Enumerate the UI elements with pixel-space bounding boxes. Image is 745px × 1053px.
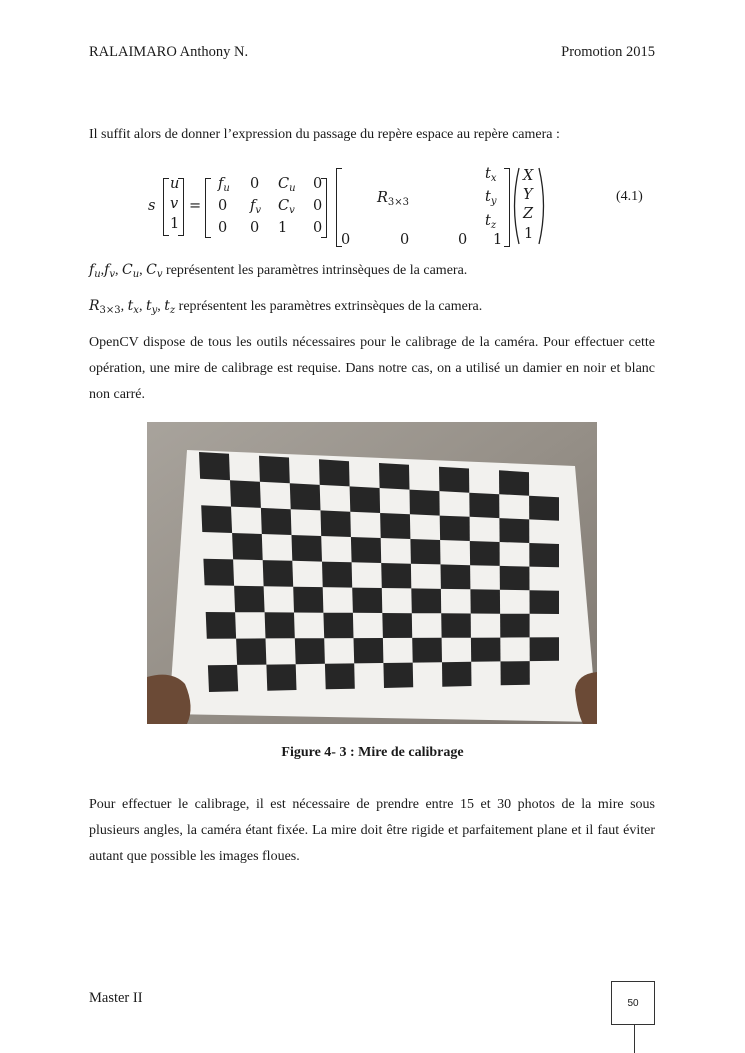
bracket-left [163, 178, 169, 236]
homogeneous-cell: 0 [400, 232, 410, 248]
sym-sub: v [109, 269, 115, 280]
checker-square [350, 486, 381, 513]
sym-base: C [146, 262, 157, 278]
figure-caption: Figure 4- 3 : Mire de calibrage [281, 745, 464, 760]
intro-paragraph: Il suffit alors de donner l’expression du passage du repère espace au repère camera : [89, 127, 560, 142]
separator: , [139, 263, 147, 278]
world-y: Y [523, 187, 533, 203]
checker-square [354, 638, 384, 663]
intrinsic-cell [278, 198, 295, 216]
intrinsic-symbol [104, 262, 115, 278]
sym-base: t [145, 298, 152, 314]
intrinsic-cell [313, 198, 322, 214]
intrinsic-symbol [146, 262, 162, 278]
cell-subscript: v [289, 205, 295, 216]
page-divider [634, 1024, 635, 1053]
checker-square [439, 467, 469, 493]
sym-base: R [89, 298, 100, 314]
checker-square [290, 483, 321, 510]
calibration-paragraph: Pour effectuer le calibrage, il est nécessaire de prendre entre 15 et 30 photos de la mire sous plusieurs angles, la caméra étant fixée. La mire doit être rigide et parfaitement plane et il faut éviter autant que possible les images floues. [89, 797, 655, 864]
checker-square [352, 588, 382, 613]
sym-base: f [89, 262, 95, 278]
sym-sub: 3×3 [99, 305, 121, 316]
sym-sub: u [132, 269, 140, 280]
checker-square [410, 490, 440, 516]
checker-square [208, 665, 238, 692]
sym-sub: x [133, 305, 139, 316]
checker-square [203, 559, 234, 586]
checker-square [440, 516, 470, 541]
checker-square [351, 537, 381, 563]
checker-square [441, 613, 471, 638]
page-number-box [611, 981, 655, 1025]
extrinsic-symbol [128, 298, 139, 314]
checker-square [469, 493, 499, 518]
cell-value: f [218, 176, 224, 192]
description-text: représentent les paramètres extrinsèques de la camera. [175, 299, 483, 314]
homogeneous-cell: 1 [493, 232, 503, 248]
intrinsic-cell [250, 220, 259, 236]
intrinsic-cell [250, 198, 261, 216]
translation-component [485, 166, 496, 184]
world-x: X [523, 168, 534, 184]
separator: , [114, 263, 122, 278]
checker-square [319, 459, 350, 486]
cell-value: C [278, 198, 290, 214]
checker-square [323, 613, 353, 639]
sym-sub: z [490, 220, 497, 231]
checker-square [500, 566, 530, 590]
calibration-pattern-photo [147, 422, 597, 724]
cell-value: f [250, 198, 256, 214]
checker-square [379, 463, 410, 490]
checker-square [499, 518, 529, 543]
translation-component [485, 189, 496, 207]
sym-sub: y [490, 196, 497, 207]
intrinsic-cell [313, 176, 322, 192]
cell-value: 0 [250, 176, 260, 192]
checker-square [266, 664, 296, 691]
equation-number: (4.1) [616, 189, 643, 204]
checker-square [381, 563, 411, 588]
rotation-base: R [377, 190, 388, 206]
rotation-matrix [377, 190, 409, 208]
sym-base: t [485, 189, 491, 205]
cell-value: 0 [218, 220, 228, 236]
sym-sub: y [151, 305, 158, 316]
extrinsic-symbol [89, 298, 121, 314]
checker-square [470, 589, 500, 613]
cell-value: 0 [313, 220, 323, 236]
sym-base: C [121, 262, 133, 278]
cell-value: 0 [313, 176, 323, 192]
intrinsic-cell [278, 176, 296, 194]
checker-square [411, 588, 441, 613]
checker-square [530, 637, 559, 661]
checker-square [199, 452, 230, 480]
rotation-size: 3×3 [387, 197, 410, 208]
checker-square [500, 614, 529, 638]
bracket-right [178, 178, 184, 236]
intrinsic-cell [218, 198, 227, 214]
description-text: représentent les paramètres intrinsèques de la camera. [162, 263, 468, 278]
checker-square [470, 541, 500, 566]
bracket-left [205, 178, 211, 238]
checker-square [261, 508, 292, 535]
lhs-u: u [170, 176, 180, 192]
equals-sign: = [189, 198, 202, 214]
cell-value: 0 [250, 220, 260, 236]
checker-square [410, 539, 440, 564]
header-promotion: Promotion 2015 [561, 44, 655, 60]
intrinsic-cell [218, 220, 227, 236]
translation-component [485, 213, 496, 231]
checker-square [530, 590, 560, 614]
checker-square [265, 612, 295, 638]
checker-square [471, 638, 501, 662]
sym-sub: z [169, 305, 176, 316]
intrinsic-description [89, 257, 655, 288]
checker-square [232, 533, 263, 560]
separator: , [157, 299, 165, 314]
extrinsic-symbol [164, 298, 175, 314]
separator: , [100, 263, 105, 278]
sym-sub: v [156, 269, 163, 280]
intrinsic-symbol [89, 262, 101, 278]
checker-square [441, 564, 471, 589]
checker-square [201, 505, 232, 533]
checker-square [501, 661, 530, 685]
cell-subscript: u [223, 183, 230, 194]
sym-base: f [104, 262, 110, 278]
sym-base: t [485, 166, 491, 182]
sym-base: t [164, 298, 170, 314]
sym-base: t [127, 298, 134, 314]
cell-value: 0 [218, 198, 228, 214]
checker-square [380, 513, 410, 539]
equation-4-1 [0, 0, 745, 260]
checker-square [236, 638, 266, 665]
intrinsic-cell [250, 176, 259, 192]
checker-square [529, 543, 559, 567]
world-1: 1 [524, 226, 534, 242]
cell-subscript: u [289, 183, 296, 194]
sym-base: t [485, 213, 491, 229]
header-author: RALAIMARO Anthony N. [89, 44, 249, 60]
sym-sub: x [490, 173, 497, 184]
checker-square [295, 638, 325, 664]
cell-subscript: v [255, 205, 262, 216]
intrinsic-cell [278, 220, 287, 236]
checker-square [234, 586, 265, 613]
checker-square [263, 560, 294, 587]
checker-square [412, 638, 442, 663]
cell-value: C [278, 176, 290, 192]
world-z: Z [523, 206, 534, 222]
homogeneous-cell: 0 [341, 232, 351, 248]
checker-square [382, 613, 412, 638]
checker-square [325, 663, 355, 689]
checker-square [292, 535, 323, 562]
sym-sub: u [94, 269, 101, 280]
checker-square [442, 662, 472, 687]
extrinsic-description [89, 293, 655, 324]
checker-square [230, 480, 261, 508]
intrinsic-cell [313, 220, 322, 236]
checker-square [499, 470, 529, 496]
lhs-v: v [170, 196, 179, 212]
checker-square [529, 496, 559, 521]
footer-degree: Master II [89, 990, 143, 1006]
intrinsic-cell [218, 176, 230, 194]
checker-square [206, 612, 236, 639]
cell-value: 1 [278, 220, 288, 236]
checker-square [321, 510, 351, 537]
intrinsic-symbol [122, 262, 139, 278]
homogeneous-cell: 0 [458, 232, 468, 248]
separator: , [120, 299, 128, 314]
separator: , [138, 299, 146, 314]
scale-factor: s [148, 198, 156, 214]
extrinsic-symbol [146, 298, 157, 314]
checker-square [259, 456, 290, 484]
checker-square [293, 587, 323, 613]
lhs-1: 1 [170, 216, 180, 232]
page-number: 50 [627, 997, 639, 1009]
opencv-paragraph: OpenCV dispose de tous les outils nécessaires pour le calibrage de la caméra. Pour effectuer cette opération, une mire de calibrage est requise. Dans notre cas, on a utilisé un damier en noir et blanc non carré. [89, 335, 655, 402]
cell-value: 0 [313, 198, 323, 214]
checker-square [322, 562, 352, 588]
checker-square [383, 663, 413, 688]
